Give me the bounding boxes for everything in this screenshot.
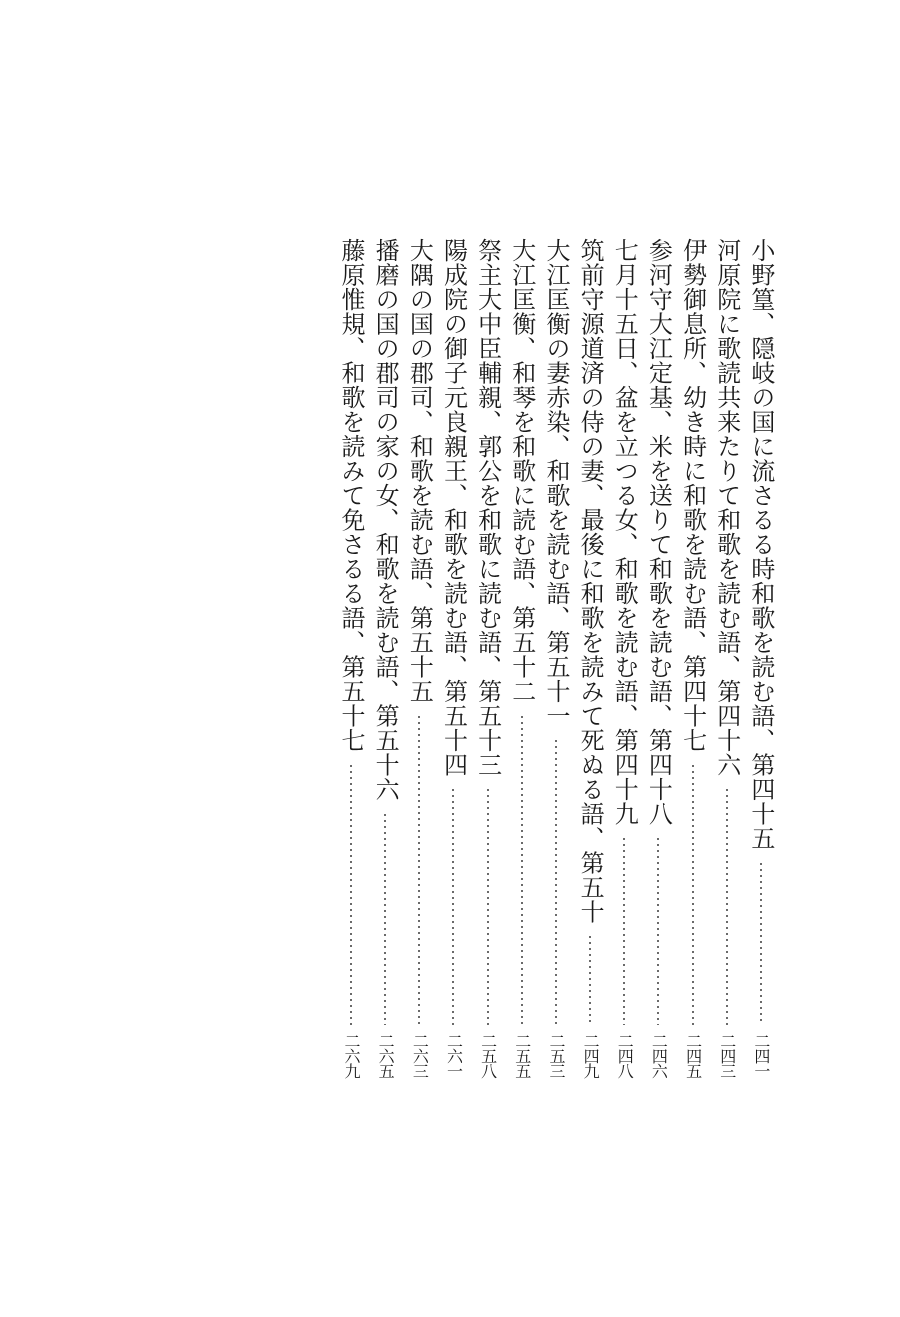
toc-entry-title: 大隅の国の郡司、和歌を読む語、第五十五	[405, 238, 434, 704]
dot-leader	[760, 861, 762, 1026]
dot-leader	[487, 787, 489, 1025]
toc-entry	[643, 238, 673, 1078]
toc-entry	[473, 238, 503, 1078]
dot-leader	[384, 812, 386, 1026]
dot-leader	[350, 763, 352, 1026]
toc-entry-page: 二四五	[683, 1033, 703, 1078]
toc-entry-page: 二六一	[444, 1033, 464, 1078]
toc-entry-page: 二四六	[649, 1033, 669, 1078]
toc-entry-page: 二五八	[478, 1033, 498, 1078]
dot-leader	[692, 763, 694, 1026]
toc-entry-title: 伊勢御息所、幼き時に和歌を読む語、第四十七	[678, 238, 707, 753]
toc-entry	[746, 238, 776, 1078]
toc-entry	[336, 238, 366, 1078]
dot-leader	[657, 836, 659, 1025]
dot-leader	[726, 787, 728, 1025]
dot-leader	[555, 738, 557, 1025]
toc-entry	[678, 238, 708, 1078]
toc-entry	[609, 238, 639, 1078]
dot-leader	[521, 714, 523, 1026]
toc-entry	[541, 238, 571, 1078]
toc-entry-title: 播磨の国の郡司の家の女、和歌を読む語、第五十六	[371, 238, 400, 802]
dot-leader	[452, 787, 454, 1025]
toc-entry	[712, 238, 742, 1078]
toc-entry-title: 参河守大江定基、米を送りて和歌を読む語、第四十八	[644, 238, 673, 826]
toc-entry-title: 大江匡衡の妻赤染、和歌を読む語、第五十一	[541, 238, 570, 728]
toc-entry-title: 七月十五日、盆を立つる女、和歌を読む語、第四十九	[610, 238, 639, 826]
toc-entry-page: 二五五	[512, 1033, 532, 1078]
dot-leader	[623, 836, 625, 1025]
toc-entry-page: 二四九	[581, 1033, 601, 1078]
toc-entry	[575, 238, 605, 1078]
toc-entry	[370, 238, 400, 1078]
toc-entry	[438, 238, 468, 1078]
toc-entry-title: 陽成院の御子元良親王、和歌を読む語、第五十四	[439, 238, 468, 777]
toc-entry	[507, 238, 537, 1078]
toc-entry-title: 祭主大中臣輔親、郭公を和歌に読む語、第五十三	[473, 238, 502, 777]
toc-entry-title: 小野篁、隠岐の国に流さるる時和歌を読む語、第四十五	[746, 238, 775, 851]
toc-entry	[404, 238, 434, 1078]
toc-entry-page: 二六三	[410, 1033, 430, 1078]
dot-leader	[418, 714, 420, 1026]
table-of-contents	[336, 238, 776, 1078]
toc-entry-page: 二四一	[751, 1033, 771, 1078]
toc-entry-title: 筑前守源道済の侍の妻、最後に和歌を読みて死ぬる語、第五十	[576, 238, 605, 924]
toc-entry-page: 二五三	[546, 1033, 566, 1078]
toc-entry-page: 二六九	[342, 1033, 361, 1078]
toc-entry-page: 二六五	[376, 1033, 396, 1078]
toc-entry-title: 河原院に歌読共来たりて和歌を読む語、第四十六	[712, 238, 741, 777]
dot-leader	[589, 934, 591, 1025]
toc-entry-page: 二四三	[717, 1033, 737, 1078]
toc-entry-title: 藤原惟規、和歌を読みて免さるる語、第五十七	[337, 238, 365, 753]
toc-entry-page: 二四八	[615, 1033, 635, 1078]
toc-entry-title: 大江匡衡、和琴を和歌に読む語、第五十二	[507, 238, 536, 704]
